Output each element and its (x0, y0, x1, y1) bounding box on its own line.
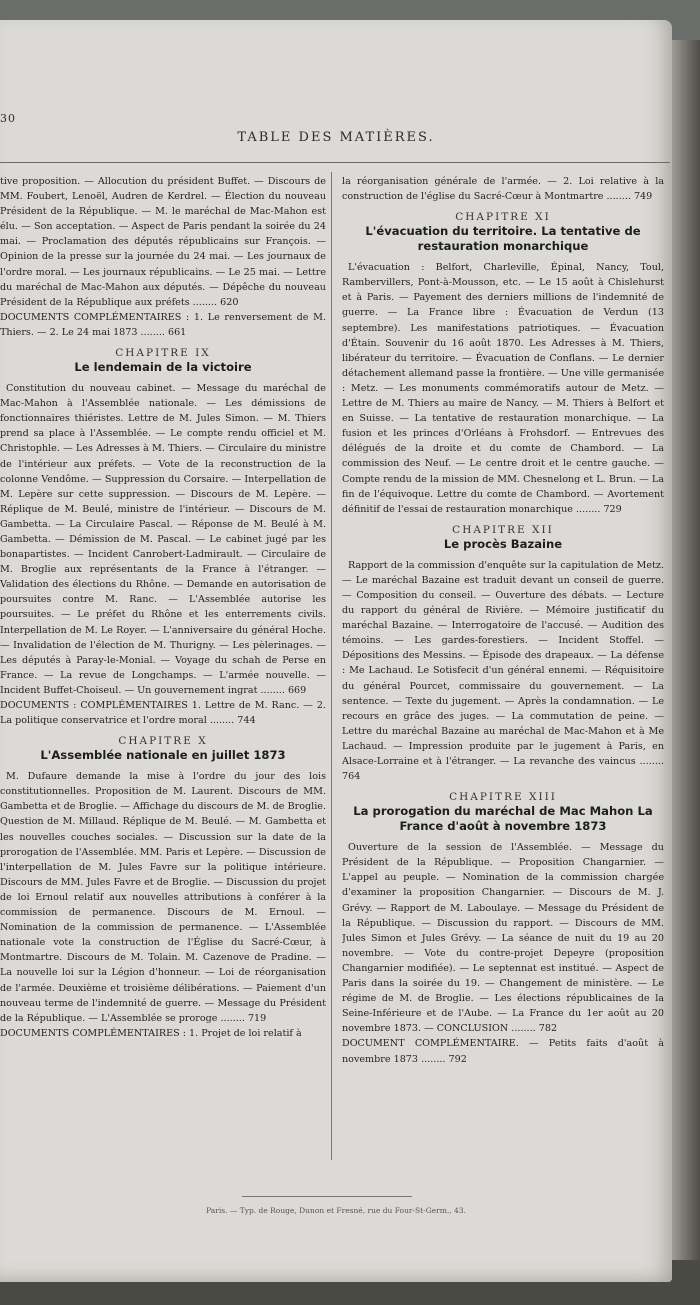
chapter-title: L'Assemblée nationale en juillet 1873 (40, 748, 286, 763)
documents-complementaires: DOCUMENTS COMPLÉMENTAIRES : 1. Le renversement de M. Thiers. — 2. Le 24 mai 1873 ........ 661 (0, 311, 326, 338)
documents-complementaires: DOCUMENTS COMPLÉMENTAIRES : 1. Projet de loi relatif à (0, 1027, 302, 1039)
chapter-title: Le lendemain de la victoire (74, 360, 252, 375)
chapter-title: La prorogation du maréchal de Mac Mahon La France d'août à novembre 1873 (353, 804, 653, 834)
header-rule (0, 162, 670, 163)
chapter-number: CHAPITRE XIII (449, 791, 557, 804)
book-page (0, 20, 672, 1282)
printer-imprint: Paris. — Typ. de Rouge, Dunon et Fresné, rue du Four-St-Germ., 43. (206, 1206, 466, 1215)
running-title: TABLE DES MATIÈRES. (237, 130, 435, 145)
chapter-number: CHAPITRE IX (115, 347, 211, 360)
documents-complementaires: DOCUMENT COMPLÉMENTAIRE. — Petits faits d'août à novembre 1873 ........ 792 (342, 1038, 664, 1065)
chapter-summary: Constitution du nouveau cabinet. — Message du maréchal de Mac-Mahon à l'Assemblée nationale. — Les démissions de fonctionnaires thiéristes. Lettre de M. Jules Simon. — M. Thiers prend sa place à l'Assemblée. — Le compte rendu officiel et M. Christophle. — Les Adresses à M. Thiers. — Circulaire du ministre de l'intérieur aux préfets. — Vote de la reconstruction de la colonne Vendôme. — Suppression du Corsaire. — Interpellation de M. Lepère sur cette suppression. — Discours de M. Lepère. — Réplique de M. Beulé, ministre de l'intérieur. — Discours de M. Gambetta. — La Circulaire Pascal. — Réponse de M. Beulé à M. Gambetta. — Démission de M. Pascal. — Le cabinet jugé par les bonapartistes. — Incident Canrobert-Ladmirault. — Circulaire de M. Broglie aux représentants de la France à l'étranger. — Validation des élections du Rhône. — Demande en autorisation de poursuites contre M. Ranc. — L'Assemblée autorise les poursuites. — Le préfet du Rhône et les enterrements civils. Interpellation de M. Le Royer. — L'anniversaire du général Hoche. — Invalidation de l'élection de M. Thurigny. — Les pèlerinages. — Les députés à Paray-le-Monial. — Voyage du schah de Perse en France. — La revue de Longchamps. — L'armée nouvelle. — Incident Buffet-Choiseul. — Un gouvernement ingrat ........ 669 (0, 383, 326, 696)
continuation-text: tive proposition. — Allocution du président Buffet. — Discours de MM. Foubert, Lenoël, Audren de Kerdrel. — Élection du nouveau Président de la République. — M. le maréchal de Mac-Mahon est élu. — Son acceptation. — Aspect de Paris pendant la soirée du 24 mai. — Proclamation des députés républicains sur François. — Opinion de la presse sur la journée du 24 mai. — Les journaux de l'ordre moral. — Les journaux républicains. — Le 25 mai. — Lettre du maréchal de Mac-Mahon aux députés. — Dépêche du nouveau Président de la République aux préfets ........ 620 (0, 176, 326, 308)
continuation-text: la réorganisation générale de l'armée. — 2. Loi relative à la construction de l'église du Sacré-Cœur à Montmartre ........ 749 (342, 176, 664, 203)
footer-rule (242, 1196, 412, 1197)
documents-complementaires: DOCUMENTS : COMPLÉMENTAIRES 1. Lettre de M. Ranc. — 2. La politique conservatrice et l'ordre moral ........ 744 (0, 700, 326, 727)
chapter-number: CHAPITRE XI (455, 211, 551, 224)
right-column (342, 174, 664, 1069)
column-divider (331, 172, 332, 1160)
chapter-summary: M. Dufaure demande la mise à l'ordre du jour des lois constitutionnelles. Proposition de M. Laurent. Discours de MM. Gambetta et de Broglie. — Affichage du discours de M. de Broglie. Question de M. Millaud. Réplique de M. Beulé. — M. Gambetta et les nouvelles couches sociales. — Discussion sur la date de la prorogation de l'Assemblée. MM. Paris et Lepère. — Discussion de l'interpellation de M. Jules Favre sur la politique intérieure. Discours de MM. Jules Favre et de Broglie. — Discussion du projet de loi Ernoul relatif aux nouvelles attributions à conférer à la commission de permanence. Discours de M. Ernoul. — Nomination de la commission de permanence. — L'Assemblée nationale vote la construction de l'Église du Sacré-Cœur, à Montmartre. Discours de M. Tolain. M. Cazenove de Pradine. — La nouvelle loi sur la Légion d'honneur. — Loi de réorganisation de l'armée. Deuxième et troisième délibérations. — Paiement d'un nouveau terme de l'indemnité de guerre. — Message du Président de la République. — L'Assemblée se proroge ........ 719 (0, 771, 326, 1024)
page-number: 30 (0, 112, 16, 125)
left-column (0, 174, 326, 1043)
chapter-summary: Ouverture de la session de l'Assemblée. — Message du Président de la République. — Proposition Changarnier. — L'appel au peuple. — Nomination de la commission chargée d'examiner la proposition Changarnier. — Discours de M. J. Grévy. — Rapport de M. Laboulaye. — Message du Président de la République. — Discussion du rapport. — Discours de MM. Jules Simon et Jules Grévy. — La séance de nuit du 19 au 20 novembre. — Vote du contre-projet Depeyre (proposition Changarnier modifiée). — Le septennat est institué. — Aspect de Paris dans la soirée du 19. — Changement de ministère. — Le régime de M. de Broglie. — Les élections républicaines de la Seine-Inférieure et de l'Aube. — La France du 1er août au 20 novembre 1873. — CONCLUSION ........ 782 (342, 842, 664, 1035)
chapter-summary: Rapport de la commission d'enquête sur la capitulation de Metz. — Le maréchal Bazaine est traduit devant un conseil de guerre. — Composition du conseil. — Ouverture des débats. — Lecture du rapport du général de Rivière. — Mémoire justificatif du maréchal Bazaine. — Interrogatoire de l'accusé. — Audition des témoins. — Les gardes-forestiers. — Incident Stoffel. — Dépositions des Messins. — Épisode des drapeaux. — La défense : Me Lachaud. Le Sotisfecit d'un général ennemi. — Réquisitoire du général Pourcet, commissaire du gouvernement. — La sentence. — Texte du jugement. — Après la condamnation. — Le recours en grâce des juges. — La commutation de peine. — Lettre du maréchal Bazaine au maréchal de Mac-Mahon et à Me Lachaud. — Impression produite par le jugement à Paris, en Alsace-Lorraine et à l'étranger. — La revanche des vaincus ........ 764 (342, 559, 664, 783)
chapter-number: CHAPITRE X (118, 735, 208, 748)
chapter-title: Le procès Bazaine (443, 536, 563, 551)
chapter-summary: L'évacuation : Belfort, Charleville, Épinal, Nancy, Toul, Rambervillers, Pont-à-Mousson, etc. — Le 15 août à Chislehurst et à Paris. — Payement des derniers millions de l'indemnité de guerre. — La France libre : Évacuation de Verdun (13 septembre). Les manifestations patriotiques. — Évacuation d'Étain. Souvenir du 16 août 1870. Les Adresses à M. Thiers, libérateur du territoire. — Évacuation de Conflans. — Le dernier détachement allemand passe la frontière. — Une ville germanisée : Metz. — Les monuments commémoratifs autour de Metz. — Lettre de M. Thiers au maire de Nancy. — M. Thiers à Belfort et en Suisse. — La tentative de restauration monarchique. — La fusion et les princes d'Orléans à Frohsdorf. — Entrevues des délégués de la droite et du comte de Chambord. — La commission des Neuf. — Le centre droit et le centre gauche. — Compte rendu de la mission de MM. Chesnelong et L. Brun. — La fin de l'équivoque. Lettre du comte de Chambord. — Avortement définitif de l'essai de restauration monarchique ........ 729 (342, 262, 664, 515)
chapter-title: L'évacuation du territoire. La tentative de restauration monarchique (365, 224, 641, 254)
chapter-number: CHAPITRE XII (452, 523, 554, 536)
